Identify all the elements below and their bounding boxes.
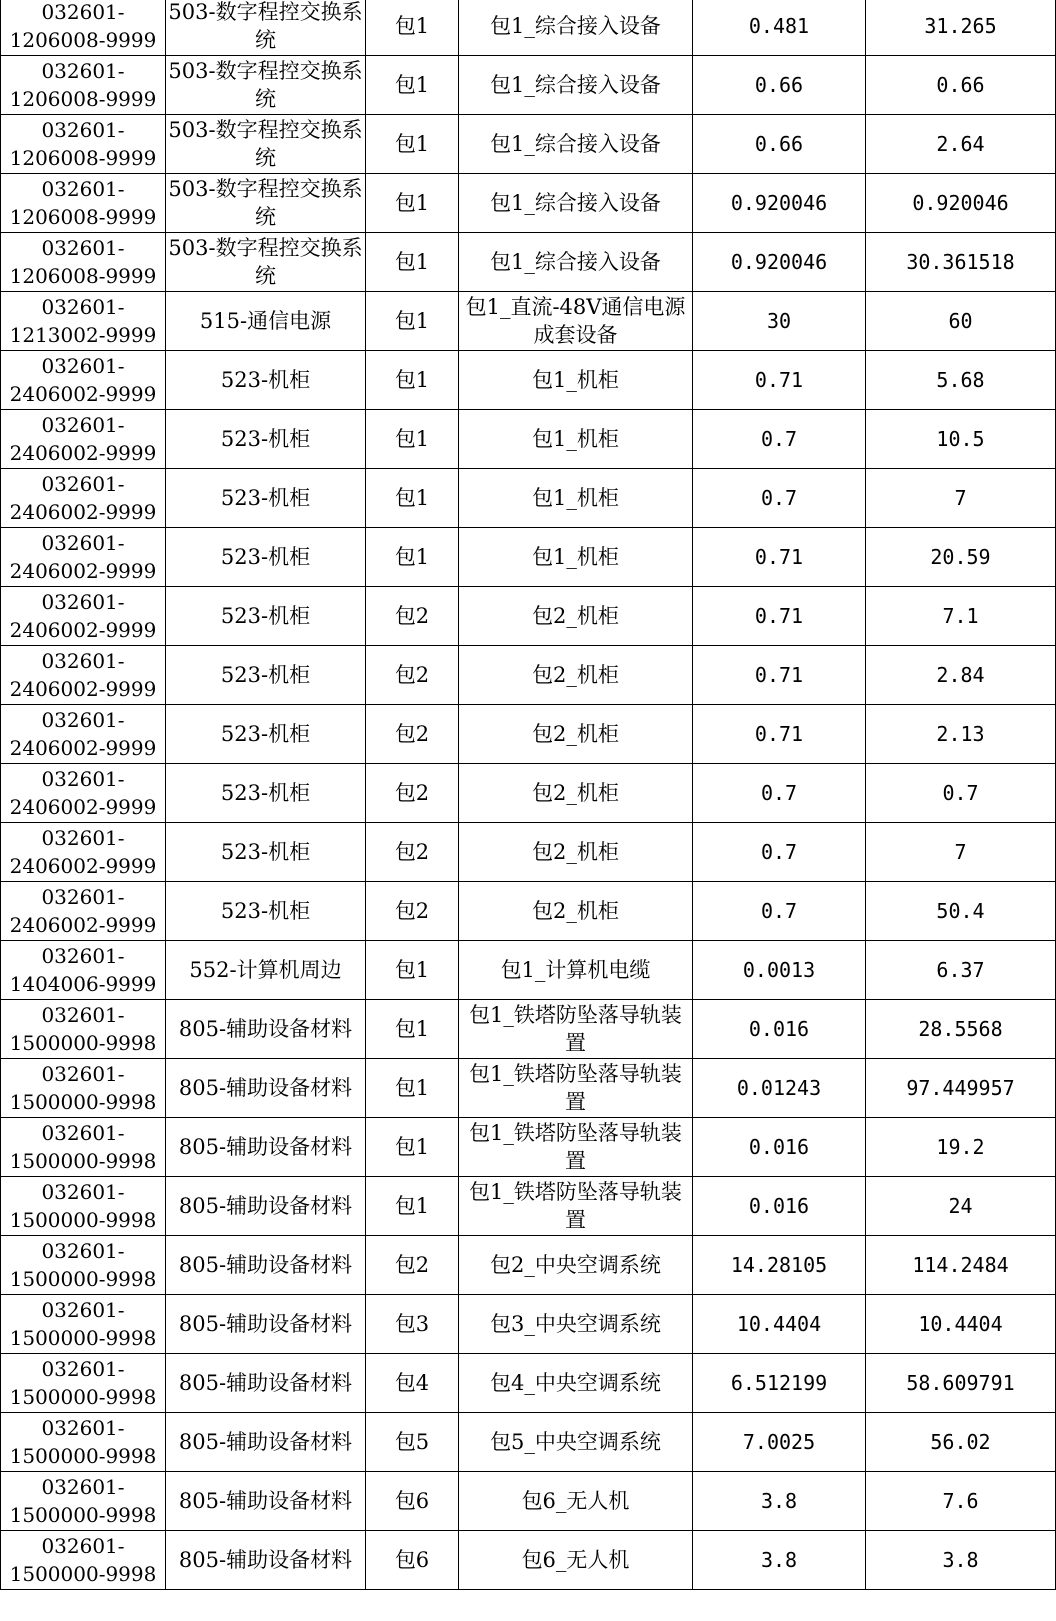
cell-package: 包2 [366,646,459,705]
cell-package: 包2 [366,882,459,941]
cell-item-name: 包1_机柜 [459,410,693,469]
cell-unit-price: 3.8 [693,1531,866,1590]
cell-material-code [1,941,166,1000]
material-code-line-2: 1500000-9998 [9,1562,157,1586]
cell-category: 523-机柜 [166,351,366,410]
cell-material-code [1,882,166,941]
material-code-line-2: 2406002-9999 [9,677,157,701]
table-row [1,1413,1056,1472]
cell-category: 515-通信电源 [166,292,366,351]
cell-category: 503-数字程控交换系统 [166,233,366,292]
cell-category: 805-辅助设备材料 [166,1295,366,1354]
cell-unit-price: 0.481 [693,0,866,56]
table-row [1,882,1056,941]
cell-material-code [1,0,166,56]
cell-item-name: 包5_中央空调系统 [459,1413,693,1472]
cell-unit-price: 0.920046 [693,174,866,233]
material-code-line-2: 2406002-9999 [9,618,157,642]
cell-item-name: 包2_机柜 [459,764,693,823]
cell-total: 31.265 [866,0,1056,56]
cell-material-code [1,1354,166,1413]
cell-material-code [1,646,166,705]
cell-category: 523-机柜 [166,646,366,705]
table-row [1,1000,1056,1059]
cell-total: 58.609791 [866,1354,1056,1413]
cell-material-code [1,1000,166,1059]
cell-unit-price: 0.7 [693,823,866,882]
cell-package: 包1 [366,351,459,410]
cell-category: 523-机柜 [166,705,366,764]
cell-item-name: 包4_中央空调系统 [459,1354,693,1413]
cell-unit-price: 6.512199 [693,1354,866,1413]
material-code-line-2: 2406002-9999 [9,913,157,937]
cell-package: 包4 [366,1354,459,1413]
table-row [1,1354,1056,1413]
cell-item-name: 包1_铁塔防坠落导轨装置 [459,1118,693,1177]
material-code-line-1: 032601- [41,1298,125,1322]
material-code-line-2: 2406002-9999 [9,795,157,819]
cell-category: 805-辅助设备材料 [166,1118,366,1177]
material-code-line-2: 1206008-9999 [9,87,157,111]
cell-material-code [1,292,166,351]
material-code-line-1: 032601- [41,236,125,260]
cell-total: 30.361518 [866,233,1056,292]
table-row [1,1472,1056,1531]
cell-unit-price: 0.01243 [693,1059,866,1118]
cell-unit-price: 10.4404 [693,1295,866,1354]
material-code-line-1: 032601- [41,649,125,673]
material-code-line-1: 032601- [41,1475,125,1499]
table-row [1,351,1056,410]
material-code-line-1: 032601- [41,1357,125,1381]
cell-package: 包1 [366,528,459,587]
cell-package: 包1 [366,1118,459,1177]
cell-item-name: 包2_机柜 [459,823,693,882]
cell-material-code [1,1118,166,1177]
cell-category: 503-数字程控交换系统 [166,56,366,115]
cell-item-name: 包1_综合接入设备 [459,0,693,56]
cell-unit-price: 0.7 [693,882,866,941]
material-code-line-2: 1213002-9999 [9,323,157,347]
cell-unit-price: 3.8 [693,1472,866,1531]
cell-category: 805-辅助设备材料 [166,1059,366,1118]
cell-item-name: 包3_中央空调系统 [459,1295,693,1354]
cell-category: 805-辅助设备材料 [166,1236,366,1295]
cell-unit-price: 0.71 [693,587,866,646]
cell-package: 包2 [366,587,459,646]
cell-category: 523-机柜 [166,823,366,882]
table-body [1,0,1056,1590]
material-code-line-1: 032601- [41,1416,125,1440]
material-code-line-2: 1500000-9998 [9,1267,157,1291]
material-code-line-2: 2406002-9999 [9,500,157,524]
cell-material-code [1,115,166,174]
cell-item-name: 包2_机柜 [459,587,693,646]
table-row [1,469,1056,528]
table-row [1,528,1056,587]
cell-material-code [1,56,166,115]
cell-category: 503-数字程控交换系统 [166,174,366,233]
cell-unit-price: 0.7 [693,764,866,823]
cell-total: 2.84 [866,646,1056,705]
material-code-line-2: 1500000-9998 [9,1031,157,1055]
cell-package: 包1 [366,292,459,351]
cell-item-name: 包2_机柜 [459,882,693,941]
cell-package: 包1 [366,1059,459,1118]
cell-material-code [1,1295,166,1354]
material-code-line-2: 1500000-9998 [9,1208,157,1232]
cell-material-code [1,823,166,882]
cell-category: 552-计算机周边 [166,941,366,1000]
table-row [1,646,1056,705]
cell-category: 805-辅助设备材料 [166,1531,366,1590]
material-code-line-1: 032601- [41,472,125,496]
cell-category: 523-机柜 [166,410,366,469]
cell-package: 包1 [366,1000,459,1059]
cell-category: 805-辅助设备材料 [166,1177,366,1236]
cell-package: 包2 [366,764,459,823]
cell-item-name: 包1_铁塔防坠落导轨装置 [459,1059,693,1118]
cell-item-name: 包1_机柜 [459,351,693,410]
cell-total: 7 [866,823,1056,882]
cell-total: 6.37 [866,941,1056,1000]
table-row [1,292,1056,351]
material-code-line-1: 032601- [41,590,125,614]
material-code-line-2: 1500000-9998 [9,1385,157,1409]
cell-material-code [1,1236,166,1295]
cell-total: 7 [866,469,1056,528]
cell-total: 7.1 [866,587,1056,646]
cell-unit-price: 30 [693,292,866,351]
cell-material-code [1,233,166,292]
cell-material-code [1,528,166,587]
table-row [1,0,1056,56]
cell-material-code [1,705,166,764]
material-code-line-1: 032601- [41,118,125,142]
cell-category: 523-机柜 [166,764,366,823]
cell-total: 0.920046 [866,174,1056,233]
cell-unit-price: 0.71 [693,705,866,764]
table-row [1,823,1056,882]
table-row [1,233,1056,292]
cell-unit-price: 0.0013 [693,941,866,1000]
cell-category: 805-辅助设备材料 [166,1472,366,1531]
cell-category: 523-机柜 [166,882,366,941]
material-code-line-1: 032601- [41,295,125,319]
material-code-line-2: 1500000-9998 [9,1444,157,1468]
material-code-line-1: 032601- [41,708,125,732]
material-code-line-1: 032601- [41,177,125,201]
cell-material-code [1,1531,166,1590]
table-row [1,1059,1056,1118]
table-row [1,587,1056,646]
cell-category: 523-机柜 [166,469,366,528]
table-row [1,764,1056,823]
material-code-line-2: 1206008-9999 [9,205,157,229]
material-code-line-2: 1500000-9998 [9,1149,157,1173]
cell-package: 包1 [366,469,459,528]
material-code-line-2: 2406002-9999 [9,736,157,760]
table-row [1,1118,1056,1177]
cell-total: 20.59 [866,528,1056,587]
cell-unit-price: 0.71 [693,528,866,587]
cell-category: 523-机柜 [166,587,366,646]
cell-package: 包3 [366,1295,459,1354]
cell-category: 503-数字程控交换系统 [166,0,366,56]
cell-total: 2.64 [866,115,1056,174]
cell-total: 10.5 [866,410,1056,469]
material-code-line-1: 032601- [41,413,125,437]
cell-package: 包6 [366,1531,459,1590]
material-code-line-2: 1500000-9998 [9,1090,157,1114]
material-code-line-1: 032601- [41,767,125,791]
cell-package: 包1 [366,56,459,115]
material-code-line-2: 1500000-9998 [9,1503,157,1527]
cell-item-name: 包2_机柜 [459,705,693,764]
material-code-line-1: 032601- [41,0,125,24]
material-code-line-1: 032601- [41,59,125,83]
cell-total: 7.6 [866,1472,1056,1531]
cell-total: 3.8 [866,1531,1056,1590]
cell-unit-price: 14.28105 [693,1236,866,1295]
material-code-line-1: 032601- [41,531,125,555]
table-row [1,410,1056,469]
cell-item-name: 包1_计算机电缆 [459,941,693,1000]
material-code-line-2: 1404006-9999 [9,972,157,996]
cell-unit-price: 0.016 [693,1000,866,1059]
cell-category: 805-辅助设备材料 [166,1413,366,1472]
cell-package: 包2 [366,823,459,882]
cell-category: 805-辅助设备材料 [166,1000,366,1059]
cell-total: 2.13 [866,705,1056,764]
cell-unit-price: 0.016 [693,1177,866,1236]
cell-package: 包1 [366,410,459,469]
cell-package: 包5 [366,1413,459,1472]
cell-item-name: 包1_铁塔防坠落导轨装置 [459,1000,693,1059]
cell-unit-price: 0.7 [693,469,866,528]
material-code-line-1: 032601- [41,1062,125,1086]
cell-total: 0.7 [866,764,1056,823]
cell-package: 包1 [366,941,459,1000]
cell-item-name: 包1_综合接入设备 [459,174,693,233]
cell-package: 包1 [366,233,459,292]
cell-package: 包1 [366,174,459,233]
material-code-line-1: 032601- [41,826,125,850]
cell-package: 包2 [366,1236,459,1295]
material-code-line-2: 2406002-9999 [9,854,157,878]
cell-unit-price: 0.920046 [693,233,866,292]
table-row [1,705,1056,764]
table-row [1,115,1056,174]
cell-item-name: 包1_综合接入设备 [459,233,693,292]
material-code-line-2: 1206008-9999 [9,28,157,52]
cell-item-name: 包2_机柜 [459,646,693,705]
cell-total: 60 [866,292,1056,351]
cell-material-code [1,1059,166,1118]
cell-category: 805-辅助设备材料 [166,1354,366,1413]
table-row [1,1236,1056,1295]
cell-total: 28.5568 [866,1000,1056,1059]
cell-item-name: 包1_直流-48V通信电源成套设备 [459,292,693,351]
cell-total: 19.2 [866,1118,1056,1177]
cell-package: 包1 [366,0,459,56]
cell-total: 56.02 [866,1413,1056,1472]
material-code-line-2: 1206008-9999 [9,146,157,170]
cell-item-name: 包1_综合接入设备 [459,56,693,115]
cell-item-name: 包2_中央空调系统 [459,1236,693,1295]
material-code-line-1: 032601- [41,1239,125,1263]
cell-category: 503-数字程控交换系统 [166,115,366,174]
cell-total: 5.68 [866,351,1056,410]
cell-item-name: 包6_无人机 [459,1472,693,1531]
material-code-line-1: 032601- [41,885,125,909]
cell-item-name: 包1_综合接入设备 [459,115,693,174]
material-code-line-2: 2406002-9999 [9,382,157,406]
cell-material-code [1,764,166,823]
cell-unit-price: 7.0025 [693,1413,866,1472]
material-code-line-1: 032601- [41,1121,125,1145]
cell-item-name: 包1_机柜 [459,528,693,587]
cell-total: 10.4404 [866,1295,1056,1354]
cell-unit-price: 0.71 [693,646,866,705]
cell-total: 97.449957 [866,1059,1056,1118]
cell-material-code [1,351,166,410]
cell-unit-price: 0.66 [693,115,866,174]
table-row [1,941,1056,1000]
cell-item-name: 包1_机柜 [459,469,693,528]
cell-total: 0.66 [866,56,1056,115]
material-code-line-1: 032601- [41,1534,125,1558]
table-row [1,1531,1056,1590]
cell-material-code [1,1413,166,1472]
table-row [1,1177,1056,1236]
cell-material-code [1,469,166,528]
cell-total: 24 [866,1177,1056,1236]
cell-unit-price: 0.71 [693,351,866,410]
cell-package: 包2 [366,705,459,764]
material-code-line-1: 032601- [41,944,125,968]
cell-item-name: 包6_无人机 [459,1531,693,1590]
table-row [1,56,1056,115]
cell-total: 114.2484 [866,1236,1056,1295]
cell-material-code [1,1472,166,1531]
cell-material-code [1,410,166,469]
cell-category: 523-机柜 [166,528,366,587]
cell-unit-price: 0.7 [693,410,866,469]
cell-package: 包1 [366,115,459,174]
cell-unit-price: 0.016 [693,1118,866,1177]
material-code-line-1: 032601- [41,1180,125,1204]
material-code-line-2: 1500000-9998 [9,1326,157,1350]
cell-item-name: 包1_铁塔防坠落导轨装置 [459,1177,693,1236]
cell-package: 包1 [366,1177,459,1236]
material-code-line-1: 032601- [41,1003,125,1027]
cell-material-code [1,1177,166,1236]
material-code-line-1: 032601- [41,354,125,378]
table-row [1,174,1056,233]
material-code-line-2: 2406002-9999 [9,559,157,583]
cell-material-code [1,587,166,646]
material-code-line-2: 1206008-9999 [9,264,157,288]
cell-total: 50.4 [866,882,1056,941]
cell-package: 包6 [366,1472,459,1531]
table-row [1,1295,1056,1354]
material-code-line-2: 2406002-9999 [9,441,157,465]
cell-unit-price: 0.66 [693,56,866,115]
cell-material-code [1,174,166,233]
